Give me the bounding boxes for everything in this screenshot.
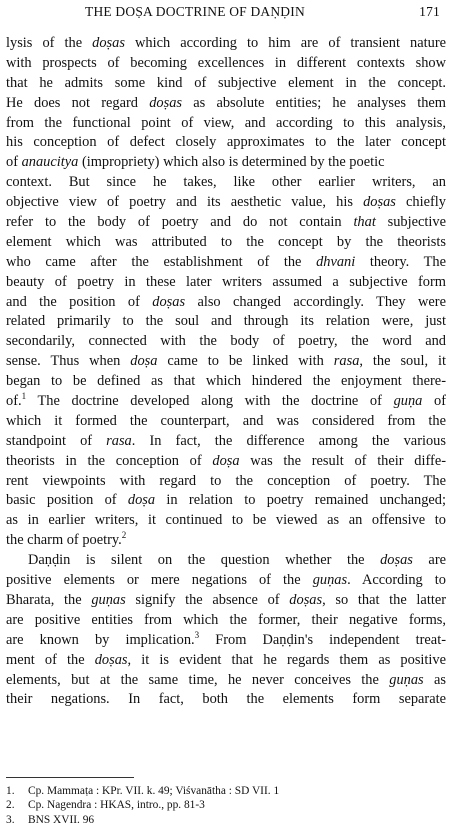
text-line: basic position of doṣa in relation to poetry remained unchanged;: [6, 492, 446, 509]
text-line: from the functional point of view, and according to this analysis,: [6, 114, 446, 131]
text-line: Bharata, the guṇas signify the absence of doṣas, so that the latter: [6, 591, 446, 608]
text-line: of anaucitya (impropriety) which also is determined by the poetic: [6, 154, 385, 171]
text-line: are known by implication.$^3$ From Daṇḍin's independent treat-: [6, 630, 446, 648]
footnote-text: Cp. Mammaṭa : KPr. VII. k. 49; Viśvanātha : SD VII. 1: [28, 785, 280, 797]
running-header: [0, 4, 454, 26]
text-line: are positive entities from which the former, their negative forms,: [6, 611, 446, 628]
text-line: his conception of defect closely approximates to the later concept: [6, 134, 446, 151]
text-line: element which was attributed to the concept by the theorists: [6, 233, 446, 250]
text-line: He does not regard doṣas as absolute entities; he analyses them: [6, 94, 446, 111]
text-line: related primarily to the soul and through its relation were, just: [6, 313, 446, 330]
text-line: the charm of poetry.$^2$: [6, 531, 127, 549]
text-line: theorists in the conception of doṣa was the result of their diffe-: [6, 452, 446, 469]
footnote-text: BNS XVII. 96: [28, 813, 95, 826]
text-line: that he admits some kind of subjective element in the concept.: [6, 74, 446, 91]
text-line: who came after the establishment of the dhvani theory. The: [6, 253, 446, 270]
footnote-divider: [6, 777, 134, 778]
text-line: refer to the body of poetry and do not contain that subjective: [6, 214, 446, 231]
text-line: elements, but at the same time, he never conceives the guṇas as: [6, 671, 446, 688]
text-line: ment of the doṣas, it is evident that he regards them as positive: [6, 651, 446, 668]
text-line: of.$^1$ The doctrine developed along with the doctrine of guṇa of: [6, 392, 446, 410]
footnote-number: 1.: [6, 785, 15, 797]
text-line: secondarily, connected with the body of poetry, the word and: [6, 333, 446, 350]
footnote-number: 3.: [6, 813, 15, 826]
page-number: 171: [419, 4, 440, 19]
text-line: objective view of poetry and its aesthetic value, his doṣas chiefly: [6, 194, 446, 211]
text-line: with prospects of becoming excellences in different contexts show: [6, 54, 446, 71]
text-line: and the position of doṣas also changed accordingly. They were: [6, 293, 446, 310]
footnote-number: 2.: [6, 799, 15, 812]
text-line: beauty of poetry in these later writers assumed a subjective form: [6, 273, 446, 290]
body-text: [6, 34, 446, 710]
text-line: Daṇḍin is silent on the question whether the doṣas are: [28, 552, 446, 569]
text-line: context. But since he takes, like other earlier writers, an: [6, 174, 446, 191]
text-line: rent viewpoints with regard to the conception of poetry. The: [6, 472, 446, 489]
text-line: their negations. In fact, both the elements form separate: [6, 691, 446, 708]
text-line: as in earlier writers, it continued to be viewed as an offensive to: [6, 512, 446, 529]
footnote: [6, 784, 279, 798]
text-line: positive elements or mere negations of the guṇas. According to: [6, 572, 446, 589]
text-line: lysis of the doṣas which according to him are of transient nature: [6, 35, 446, 51]
footnotes: [6, 784, 279, 827]
text-line: which it formed the counterpart, and was considered from the: [6, 412, 446, 429]
text-line: standpoint of rasa. In fact, the difference among the various: [6, 432, 446, 449]
text-line: began to be defined as that which hindered the enjoyment there-: [6, 373, 446, 390]
running-title: THE DOṢA DOCTRINE OF DAṆḌIN: [85, 4, 305, 19]
footnote: [6, 798, 279, 812]
footnote-text: Cp. Nagendra : HKAS, intro., pp. 81-3: [28, 799, 205, 812]
text-line: sense. Thus when doṣa came to be linked with rasa, the soul, it: [6, 353, 446, 370]
